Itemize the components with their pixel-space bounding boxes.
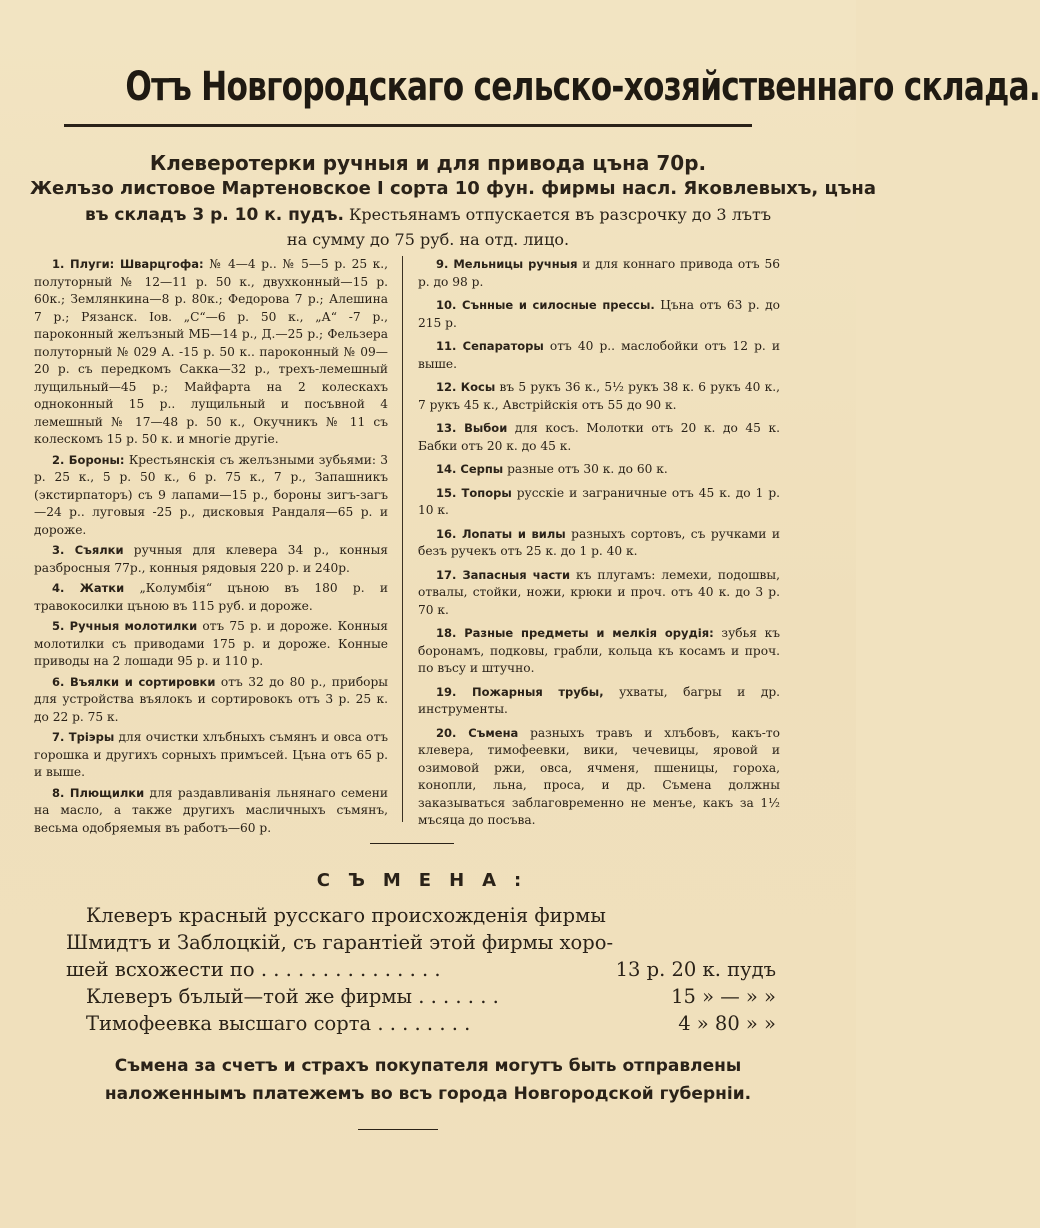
- list-item: [418, 461, 780, 479]
- item-text: ручныя для клевера 34 р., конныя разбросныя 77р., конныя рядовыя 220 р. и 240р.: [34, 543, 388, 575]
- closing-note: [40, 1052, 816, 1108]
- seeds-row: [66, 1010, 786, 1037]
- item-text: разныхъ травъ и хлъбовъ, какъ-то клевера, тимофеевки, вики, чечевицы, яровой и озимовой ржи, овса, ячменя, пшеницы, гороха, конопли, льна, проса, и др. Съмена должны заказываться заблаговременно не менъе, какъ за 1½ мъсяца до посъва.: [418, 725, 780, 827]
- item-label: 13. Выбои: [436, 421, 508, 435]
- list-item: [34, 729, 388, 782]
- list-item: [418, 297, 780, 332]
- intro-block: [30, 150, 876, 252]
- left-column: [34, 256, 388, 840]
- intro-line-2: Желъзо листовое Мартеновское I сорта 10 фун. фирмы насл. Яковлевыхъ, цъна: [30, 178, 876, 199]
- item-label: 16. Лопаты и вилы: [436, 526, 566, 541]
- item-text: ухваты, багры и др. инструменты.: [418, 684, 781, 716]
- intro-credit: Крестьянамъ отпускается въ разсрочку до 3 лътъ: [343, 205, 772, 224]
- list-item: [418, 725, 780, 830]
- item-label: 9. Мельницы ручныя: [436, 257, 578, 271]
- closing-line-1: Съмена за счетъ и страхъ покупателя могутъ быть отправлены: [114, 1056, 742, 1076]
- item-text: для косъ. Молотки отъ 20 к. до 45 к. Бабки отъ 20 к. до 45 к.: [418, 421, 780, 453]
- item-label: 15. Топоры: [436, 485, 512, 500]
- section-divider: [370, 843, 454, 844]
- item-text: для очистки хлъбныхъ съмянъ и овса отъ горошка и другихъ сорныхъ примъсей. Цъна отъ 65 р. и выше.: [34, 730, 388, 779]
- list-item: [34, 618, 388, 671]
- intro-price: въ складъ 3 р. 10 к. пудъ.: [84, 205, 344, 225]
- item-text: отъ 40 р.. маслобойки отъ 12 р. и выше.: [418, 339, 780, 371]
- item-label: 1. Плуги: Шварцгофа:: [52, 257, 204, 271]
- seed-price: 15 » — » »: [671, 985, 776, 1008]
- item-label: 5. Ручныя молотилки: [52, 619, 198, 633]
- list-item: [34, 542, 388, 577]
- seed-price: 13 р. 20 к. пудъ: [615, 958, 776, 981]
- item-text: Крестьянскія съ желъзными зубьями: 3 р. 25 к., 5 р. 50 к., 6 р. 75 к., 7 р., Запашникъ (экстирпаторъ) съ 9 лапами—15 р., бороны зигъ-загъ—24 р.. луговыя -25 р., дисковыя Рандаля—65 р. и дороже.: [34, 452, 388, 537]
- column-divider: [402, 256, 403, 822]
- intro-line-4: на сумму до 75 руб. на отд. лицо.: [286, 230, 570, 249]
- seeds-row: Клеверъ красный русскаго происхожденія фирмы: [86, 904, 606, 927]
- list-item: [418, 379, 780, 414]
- item-text: и для коннаго привода отъ 56 р. до 98 р.: [418, 257, 780, 289]
- list-item: [418, 684, 780, 719]
- item-text: разные отъ 30 к. до 60 к.: [503, 462, 668, 476]
- seeds-price-list: [66, 902, 786, 1037]
- item-label: 19. Пожарныя трубы,: [436, 684, 604, 699]
- seed-label: шей всхожести по . . . . . . . . . . . . . . .: [66, 958, 441, 981]
- seeds-row: Шмидтъ и Заблоцкій, съ гарантіей этой фирмы хоро-: [66, 931, 614, 954]
- item-text: отъ 32 до 80 р., приборы для устройства въялокъ и сортировокъ отъ 3 р. 25 к. до 22 р. 75 к.: [34, 674, 388, 724]
- item-text: зубья къ боронамъ, подковы, грабли, кольца къ косамъ и проч. по въсу и штучно.: [418, 626, 780, 675]
- list-item: [418, 625, 780, 678]
- list-item: [34, 580, 388, 615]
- item-label: 6. Въялки и сортировки: [52, 674, 216, 689]
- seeds-heading: СЪМЕНА:: [316, 870, 540, 891]
- list-item: [418, 256, 780, 291]
- item-text: русскіе и заграничные отъ 45 к. до 1 р. 10 к.: [418, 485, 780, 517]
- list-item: [34, 256, 388, 449]
- item-label: 4. Жатки: [52, 581, 125, 595]
- seed-label: Клеверъ бълый—той же фирмы . . . . . . .: [86, 985, 499, 1008]
- item-text: № 4—4 р.. № 5—5 р. 25 к., полуторный № 12—11 р. 50 к., двухконный—15 р. 60к.; Землянкина—8 р. 80к.; Федорова 7 р.; Алешина 7 р.; Рязанск. Іов. „С“—6 р. 50 к., „А“ -7 р., пароконный желъзный МБ—14 р., Д.—25 р.; Фельзера полуторный № 029 А. -15 р. 50 к.. пароконный № 09—20 р. съ передкомъ Сакка—32 р., трехъ-лемешный лущильный—45 р.; Майфарта на 2 колескахъ одноконный 15 р.. лущильный и посъвной 4 лемешный № 17—48 р. 50 к., Окучникъ № 11 съ колескомъ 15 р. 50 к. и многіе другіе.: [34, 257, 388, 446]
- list-item: [418, 485, 780, 520]
- list-item: [34, 452, 388, 540]
- list-item: [418, 526, 780, 561]
- item-label: 12. Косы: [436, 380, 496, 394]
- item-label: 11. Сепараторы: [436, 339, 544, 353]
- seed-price: 4 » 80 » »: [678, 1012, 776, 1035]
- item-text: для раздавливанія льнянаго семени на масло, а также другихъ масличныхъ съмянъ, весьма одобряемыя въ работъ—60 р.: [34, 785, 388, 835]
- list-item: [418, 338, 780, 373]
- title-rule: [64, 124, 752, 127]
- item-label: 7. Тріэры: [52, 730, 115, 744]
- item-label: 2. Бороны:: [52, 452, 125, 467]
- item-text: отъ 75 р. и дороже. Конныя молотилки съ приводами 175 р. и дороже. Конные приводы на 2 лошади 95 р. и 110 р.: [34, 619, 388, 668]
- item-label: 3. Съялки: [52, 543, 124, 557]
- list-item: [418, 567, 780, 620]
- item-label: 8. Плющилки: [52, 785, 145, 800]
- list-item: [34, 785, 388, 838]
- item-text: къ плугамъ: лемехи, подошвы, отвалы, стойки, ножи, крюки и проч. отъ 40 к. до 3 р. 70 к.: [418, 567, 780, 617]
- item-text: Цъна отъ 63 р. до 215 р.: [418, 298, 780, 330]
- item-label: 10. Сънные и силосные прессы.: [436, 298, 655, 312]
- item-label: 20. Съмена: [436, 725, 519, 740]
- item-text: въ 5 рукъ 36 к., 5½ рукъ 38 к. 6 рукъ 40 к., 7 рукъ 45 к., Австрійскія отъ 55 до 90 к.: [418, 380, 780, 412]
- seeds-row: [66, 956, 786, 983]
- seed-label: Тимофеевка высшаго сорта . . . . . . . .: [86, 1012, 471, 1035]
- intro-line-3: [30, 202, 826, 228]
- page-title: Отъ Новгородскаго сельско-хозяйственнаго склада.: [125, 64, 1040, 110]
- item-text: разныхъ сортовъ, съ ручками и безъ ручекъ отъ 25 к. до 1 р. 40 к.: [418, 526, 780, 558]
- item-label: 14. Серпы: [436, 462, 504, 476]
- item-text: „Колумбія“ цъною въ 180 р. и травокосилки цъною въ 115 руб. и дороже.: [34, 581, 388, 613]
- item-label: 18. Разные предметы и мелкія орудія:: [436, 626, 714, 640]
- right-column: [418, 256, 780, 836]
- list-item: [34, 674, 388, 727]
- footer-rule: [358, 1129, 438, 1130]
- item-label: 17. Запасныя части: [436, 567, 571, 582]
- list-item: [418, 420, 780, 455]
- intro-line-1: Клеверотерки ручныя и для привода цъна 70р.: [149, 151, 707, 175]
- closing-line-2: наложеннымъ платежемъ во всъ города Новгородской губерніи.: [104, 1084, 752, 1104]
- seeds-row: [66, 983, 786, 1010]
